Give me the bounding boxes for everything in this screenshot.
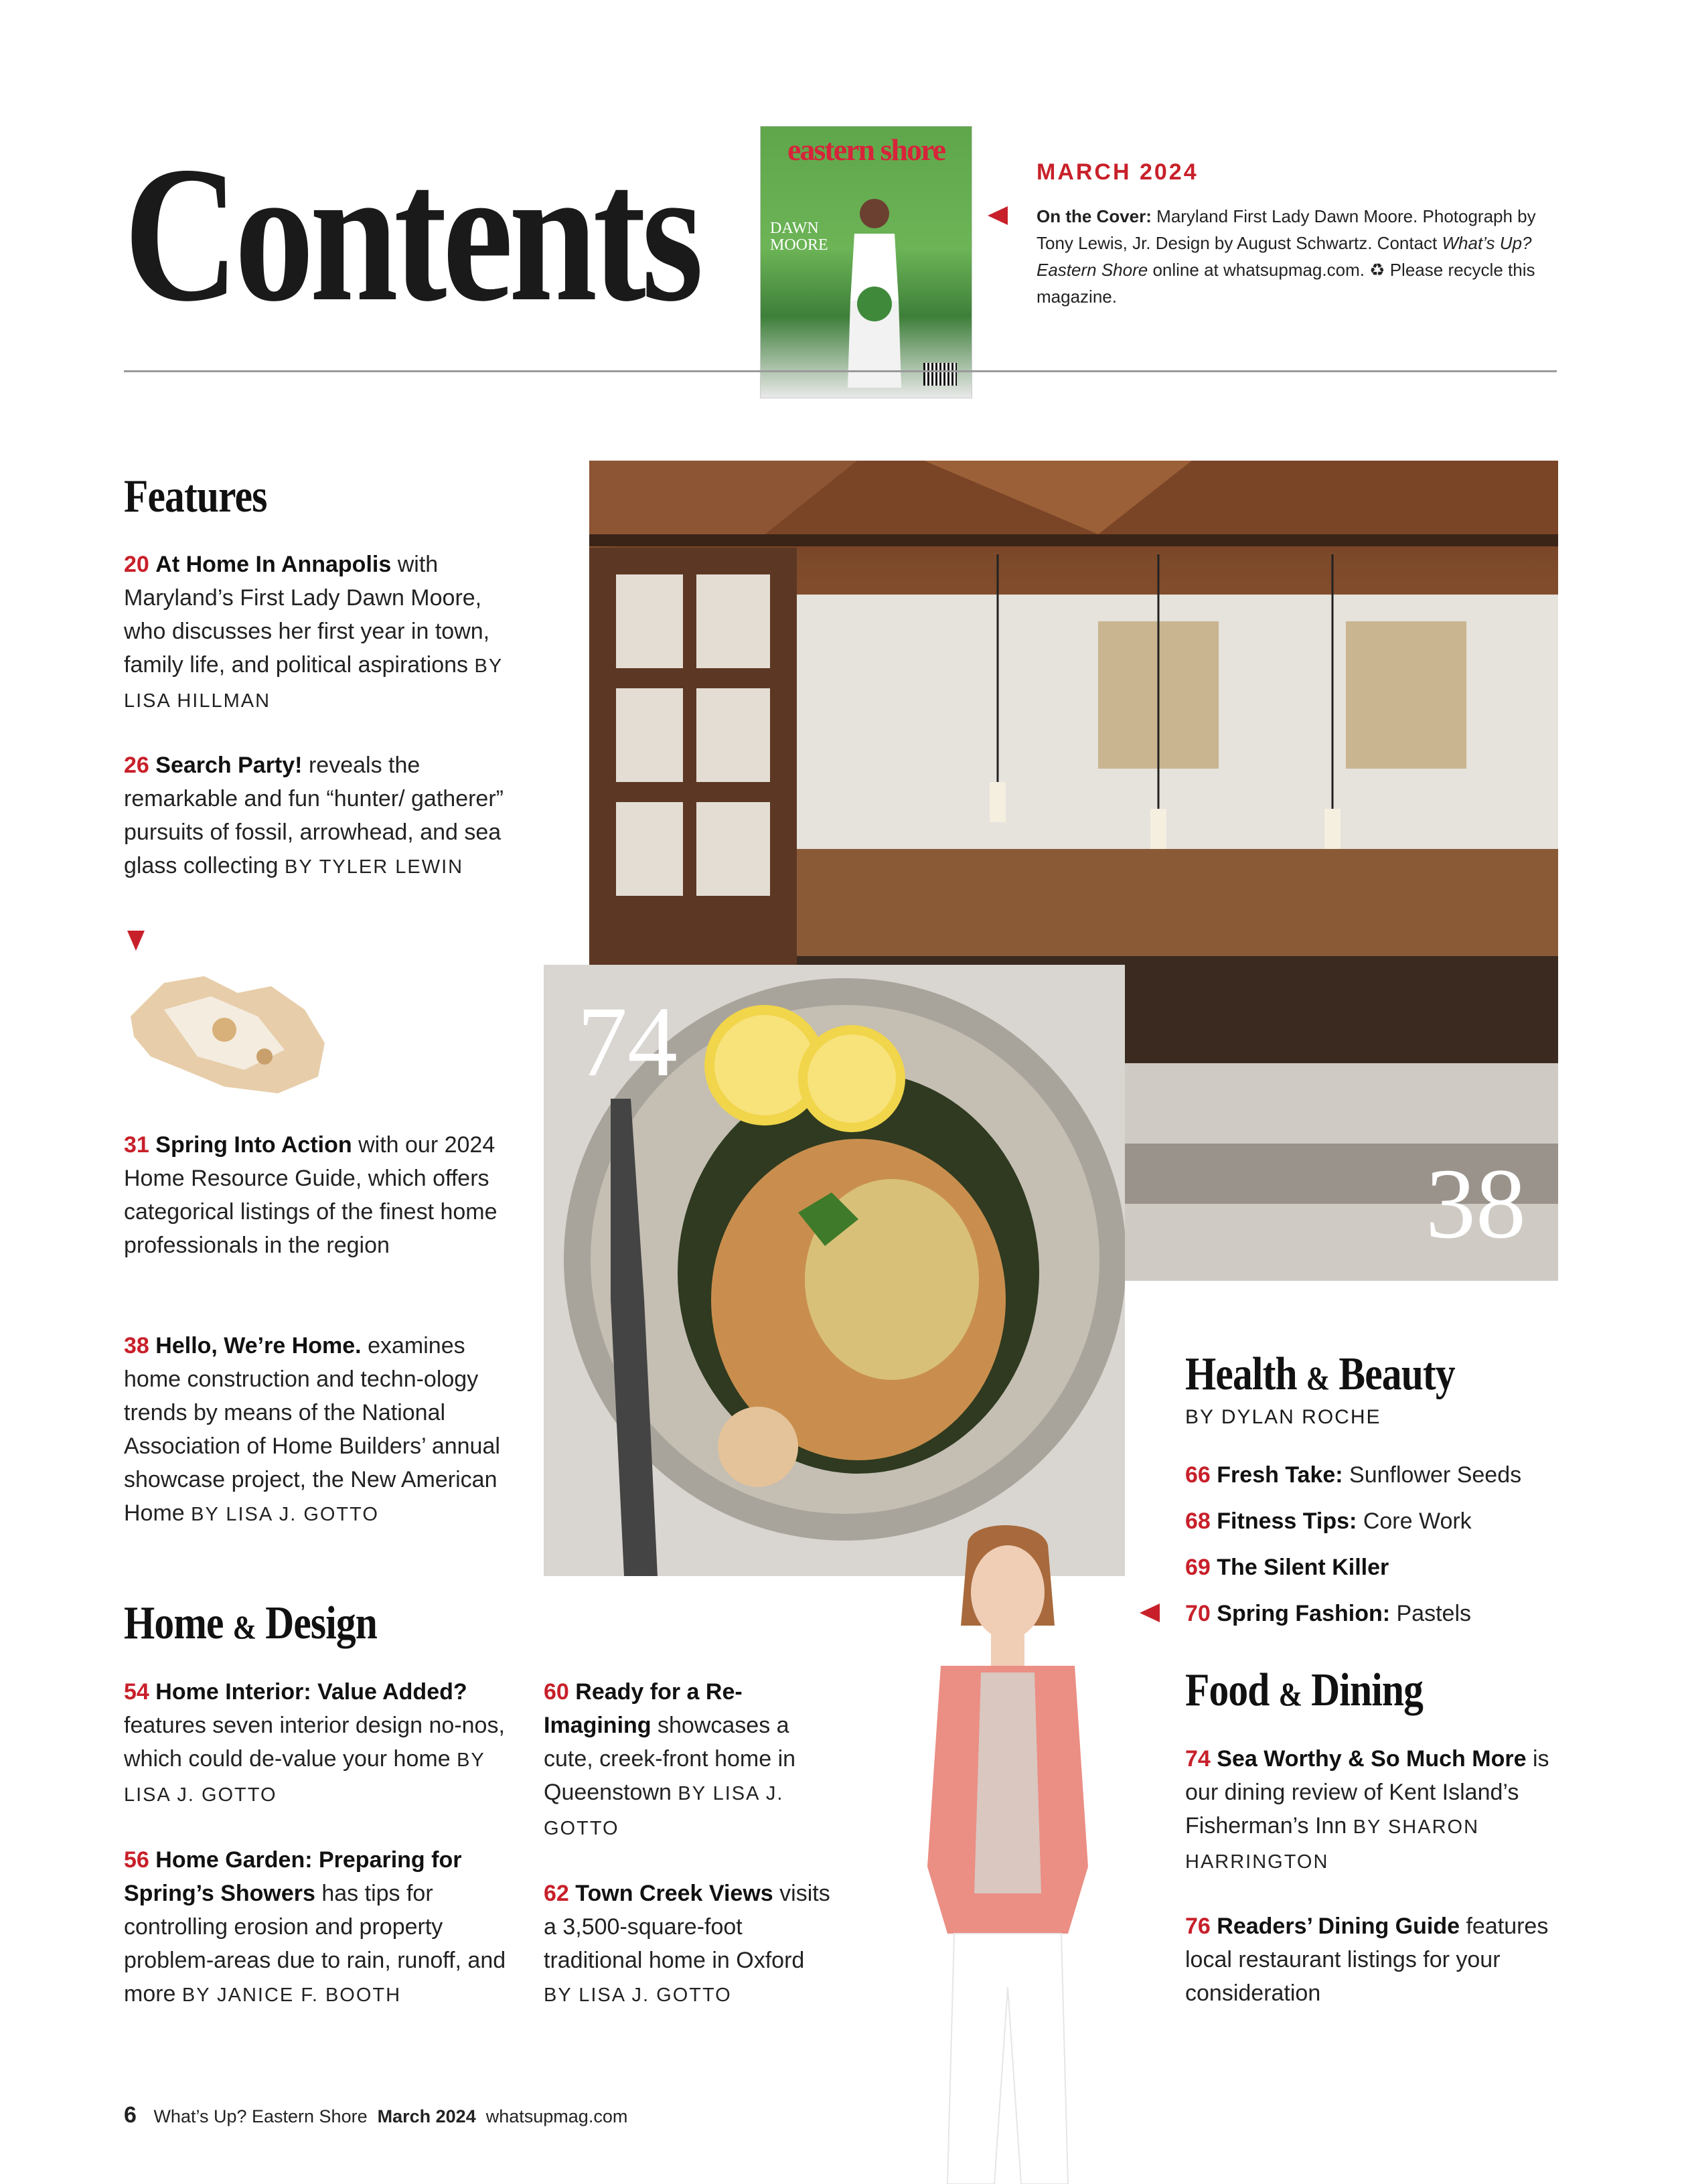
health-beauty-byline: BY DYLAN ROCHE bbox=[1185, 1406, 1381, 1428]
footer-publication: What’s Up? Eastern Shore bbox=[153, 2106, 368, 2126]
home-design-item-54[interactable]: 54 Home Interior: Value Added? features seven interior design no-nos, which could de-value your home BY LISA J. GOTTO bbox=[124, 1679, 505, 1806]
home-design-item-60[interactable]: 60 Ready for a Re-Imagining showcases a cute, creek-front home in Queenstown BY LISA J. GOTTO bbox=[544, 1679, 796, 1839]
feature-item-38[interactable]: 38 Hello, We’re Home. examines home construction and techn-ology trends by means of the National Association of Home Builders’ annual showcase project, the New American Home BY LISA J. GOTTO bbox=[124, 1333, 500, 1526]
kitchen-page-number: 38 bbox=[1426, 1148, 1526, 1259]
food-dining-heading: Food & Dining bbox=[1185, 1664, 1424, 1716]
feature-item-31[interactable]: 31 Spring Into Action with our 2024 Home Resource Guide, which offers categorical listings of the finest home professionals in the region bbox=[124, 1132, 498, 1258]
food-photo[interactable] bbox=[544, 965, 1125, 1576]
features-heading: Features bbox=[124, 471, 267, 522]
food-item-74[interactable]: 74 Sea Worthy & So Much More is our dining review of Kent Island’s Fisherman’s Inn BY SHARON HARRINGTON bbox=[1185, 1746, 1549, 1873]
home-design-item-56[interactable]: 56 Home Garden: Preparing for Spring’s Showers has tips for controlling erosion and property problem-areas due to rain, runoff, and more BY JANICE F. BOOTH bbox=[124, 1847, 506, 2007]
cover-note: On the Cover: Maryland First Lady Dawn Moore. Photograph by Tony Lewis, Jr. Design by August Schwartz. Contact What’s Up? Eastern Shore online at whatsupmag.com. ♻ Please recycle this magazine. bbox=[1037, 206, 1536, 307]
page-number: 6 bbox=[124, 2102, 137, 2128]
arrow-down-icon bbox=[127, 931, 145, 951]
barcode bbox=[923, 363, 957, 386]
health-item-69[interactable]: 69 The Silent Killer bbox=[1185, 1555, 1389, 1580]
food-item-76[interactable]: 76 Readers’ Dining Guide features local restaurant listings for your consideration bbox=[1185, 1914, 1549, 2006]
cover-name: DAWN MOORE bbox=[770, 220, 828, 254]
cover-masthead: eastern shore bbox=[787, 133, 945, 167]
header-divider bbox=[124, 370, 1557, 372]
arrow-left-icon bbox=[1140, 1604, 1160, 1622]
page-title: Contents bbox=[124, 127, 700, 341]
fossil-stone-illustration bbox=[124, 956, 331, 1100]
health-item-68[interactable]: 68 Fitness Tips: Core Work bbox=[1185, 1508, 1472, 1534]
issue-date: MARCH 2024 bbox=[1037, 159, 1199, 185]
arrow-left-icon bbox=[988, 206, 1008, 225]
fashion-model-illustration bbox=[867, 1518, 1148, 2184]
home-design-heading: Home & Design bbox=[124, 1597, 378, 1649]
page-footer bbox=[124, 2102, 627, 2128]
footer-site[interactable]: whatsupmag.com bbox=[485, 2106, 628, 2126]
home-design-item-62[interactable]: 62 Town Creek Views visits a 3,500-square-foot traditional home in Oxford BY LISA J. GOTTO bbox=[544, 1881, 830, 2006]
health-item-66[interactable]: 66 Fresh Take: Sunflower Seeds bbox=[1185, 1462, 1522, 1488]
footer-date: March 2024 bbox=[377, 2106, 476, 2126]
cover-figure-illustration bbox=[834, 187, 915, 388]
health-item-70[interactable]: 70 Spring Fashion: Pastels bbox=[1185, 1601, 1472, 1626]
feature-item-26[interactable]: 26 Search Party! reveals the remarkable and fun “hunter/ gatherer” pursuits of fossil, arrowhead, and sea glass collecting BY TYLER LEWIN bbox=[124, 753, 504, 878]
health-beauty-heading: Health & Beauty bbox=[1185, 1348, 1455, 1400]
feature-item-20[interactable]: 20 At Home In Annapolis with Maryland’s First Lady Dawn Moore, who discusses her first year in town, family life, and political aspirations BY LISA HILLMAN bbox=[124, 552, 503, 712]
cover-thumbnail[interactable] bbox=[760, 126, 972, 398]
food-page-number: 74 bbox=[577, 986, 678, 1097]
